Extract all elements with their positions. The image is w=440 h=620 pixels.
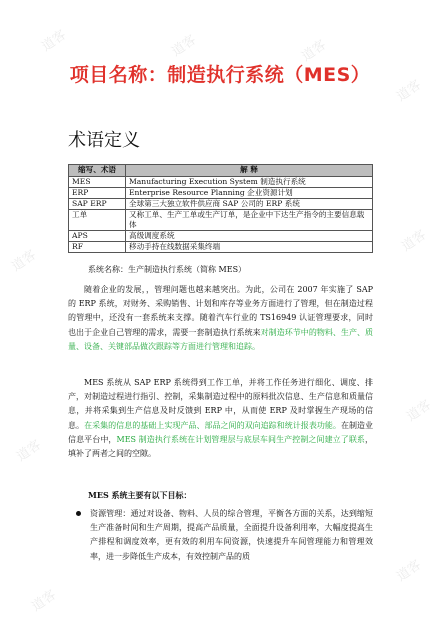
term-desc: 全球第三大独立软件供应商 SAP 公司的 ERP 系统	[126, 199, 373, 210]
table-row	[69, 242, 373, 253]
table-header-row	[69, 165, 373, 177]
term-desc: Enterprise Resource Planning 企业资源计划	[126, 188, 373, 199]
watermark: 道客	[29, 587, 60, 615]
page-title: 项目名称：制造执行系统（MES）	[69, 64, 371, 86]
watermark: 道客	[39, 27, 70, 55]
paragraph-text: 随着企业的发展，，管理问题也越来越突出。为此，公司在 2007 年实施了 SAP 的 ERP 系统，对财务、采购销售、计划和库存等业务方面进行了管理，但在制造过程的管理中，还没有一套系统来支撑。随着汽车行业的 TS16949 认证管理要求，同时也出于企业自己管理的需求，需要一套制造执行系统来	[68, 285, 373, 337]
highlighted-text: 在采集的信息的基础上实现产品、部品之间的双向追踪和统计报表功能。	[84, 420, 341, 430]
paragraph-text: MES 系统从 SAP ERP 系统得到工作工单，并将工作任务进行细化、调度、排产，对制造过程进行指引、控制，采集制造过程中的原料批次信息、生产信息和质量信息，并将采集到生产信息及时反馈到 ERP 中，从而使 ERP 及时掌握生产现场的信息。	[68, 378, 373, 430]
table-row	[69, 199, 373, 210]
terms-table	[68, 164, 373, 253]
term-abbr: 工单	[69, 210, 126, 231]
watermark: 道客	[394, 557, 425, 585]
paragraph-mes-overview	[68, 376, 373, 461]
term-abbr: RF	[69, 242, 126, 253]
list-item	[68, 507, 373, 564]
watermark: 道客	[299, 37, 330, 65]
watermark: 道客	[14, 437, 45, 465]
term-desc: 移动手持在线数据采集终端	[126, 242, 373, 253]
watermark: 道客	[169, 32, 200, 60]
table-row	[69, 231, 373, 242]
watermark: 道客	[9, 247, 40, 275]
bullet-icon	[76, 511, 81, 516]
goals-heading: MES 系统主要有以下目标：	[88, 490, 192, 500]
column-header: 缩写、术语	[69, 165, 126, 177]
term-abbr: MES	[69, 177, 126, 188]
watermark: 道客	[399, 227, 430, 255]
term-desc: 高级调度系统	[126, 231, 373, 242]
table-row	[69, 177, 373, 188]
section-heading: 术语定义	[68, 130, 140, 151]
bullet-text: 资源管理：通过对设备、物料、人员的综合管理，平衡各方面的关系，达到缩短生产准备时间和生产周期，提高产品质量，全面提升设备利用率，大幅度提高生产排程和调度效率，更有效的利用车间资源，快速提升车间管理能力和管理效率，进一步降低生产成本，有效控制产品的质	[90, 509, 373, 561]
term-abbr: APS	[69, 231, 126, 242]
watermark: 道客	[394, 77, 425, 105]
highlighted-text: MES 制造执行系统在计划管理层与底层车间生产控制之间建立了联系	[116, 434, 366, 444]
highlighted-text: 对制造环节中的物料、生产、质量、设备、关键部品做次跟踪等方面进行管理和追踪。	[68, 327, 374, 351]
term-desc: 又称工单、生产工单或生产订单，是企业中下达生产指令的主要信息载体	[126, 210, 373, 231]
term-desc: Manufacturing Execution System 制造执行系统	[126, 177, 373, 188]
system-name-caption: 系统名称：生产制造执行系统（简称 MES）	[88, 265, 247, 274]
column-header: 解 释	[126, 165, 373, 177]
paragraph-text: ，填补了两者之间的空隙。	[68, 434, 374, 459]
term-abbr: ERP	[69, 188, 126, 199]
table-row	[69, 210, 373, 231]
table-row	[69, 188, 373, 199]
paragraph-text: 在制造业信息平台中，	[68, 420, 374, 444]
paragraph-background	[68, 283, 373, 354]
term-abbr: SAP ERP	[69, 199, 126, 210]
watermark: 道客	[404, 397, 435, 425]
